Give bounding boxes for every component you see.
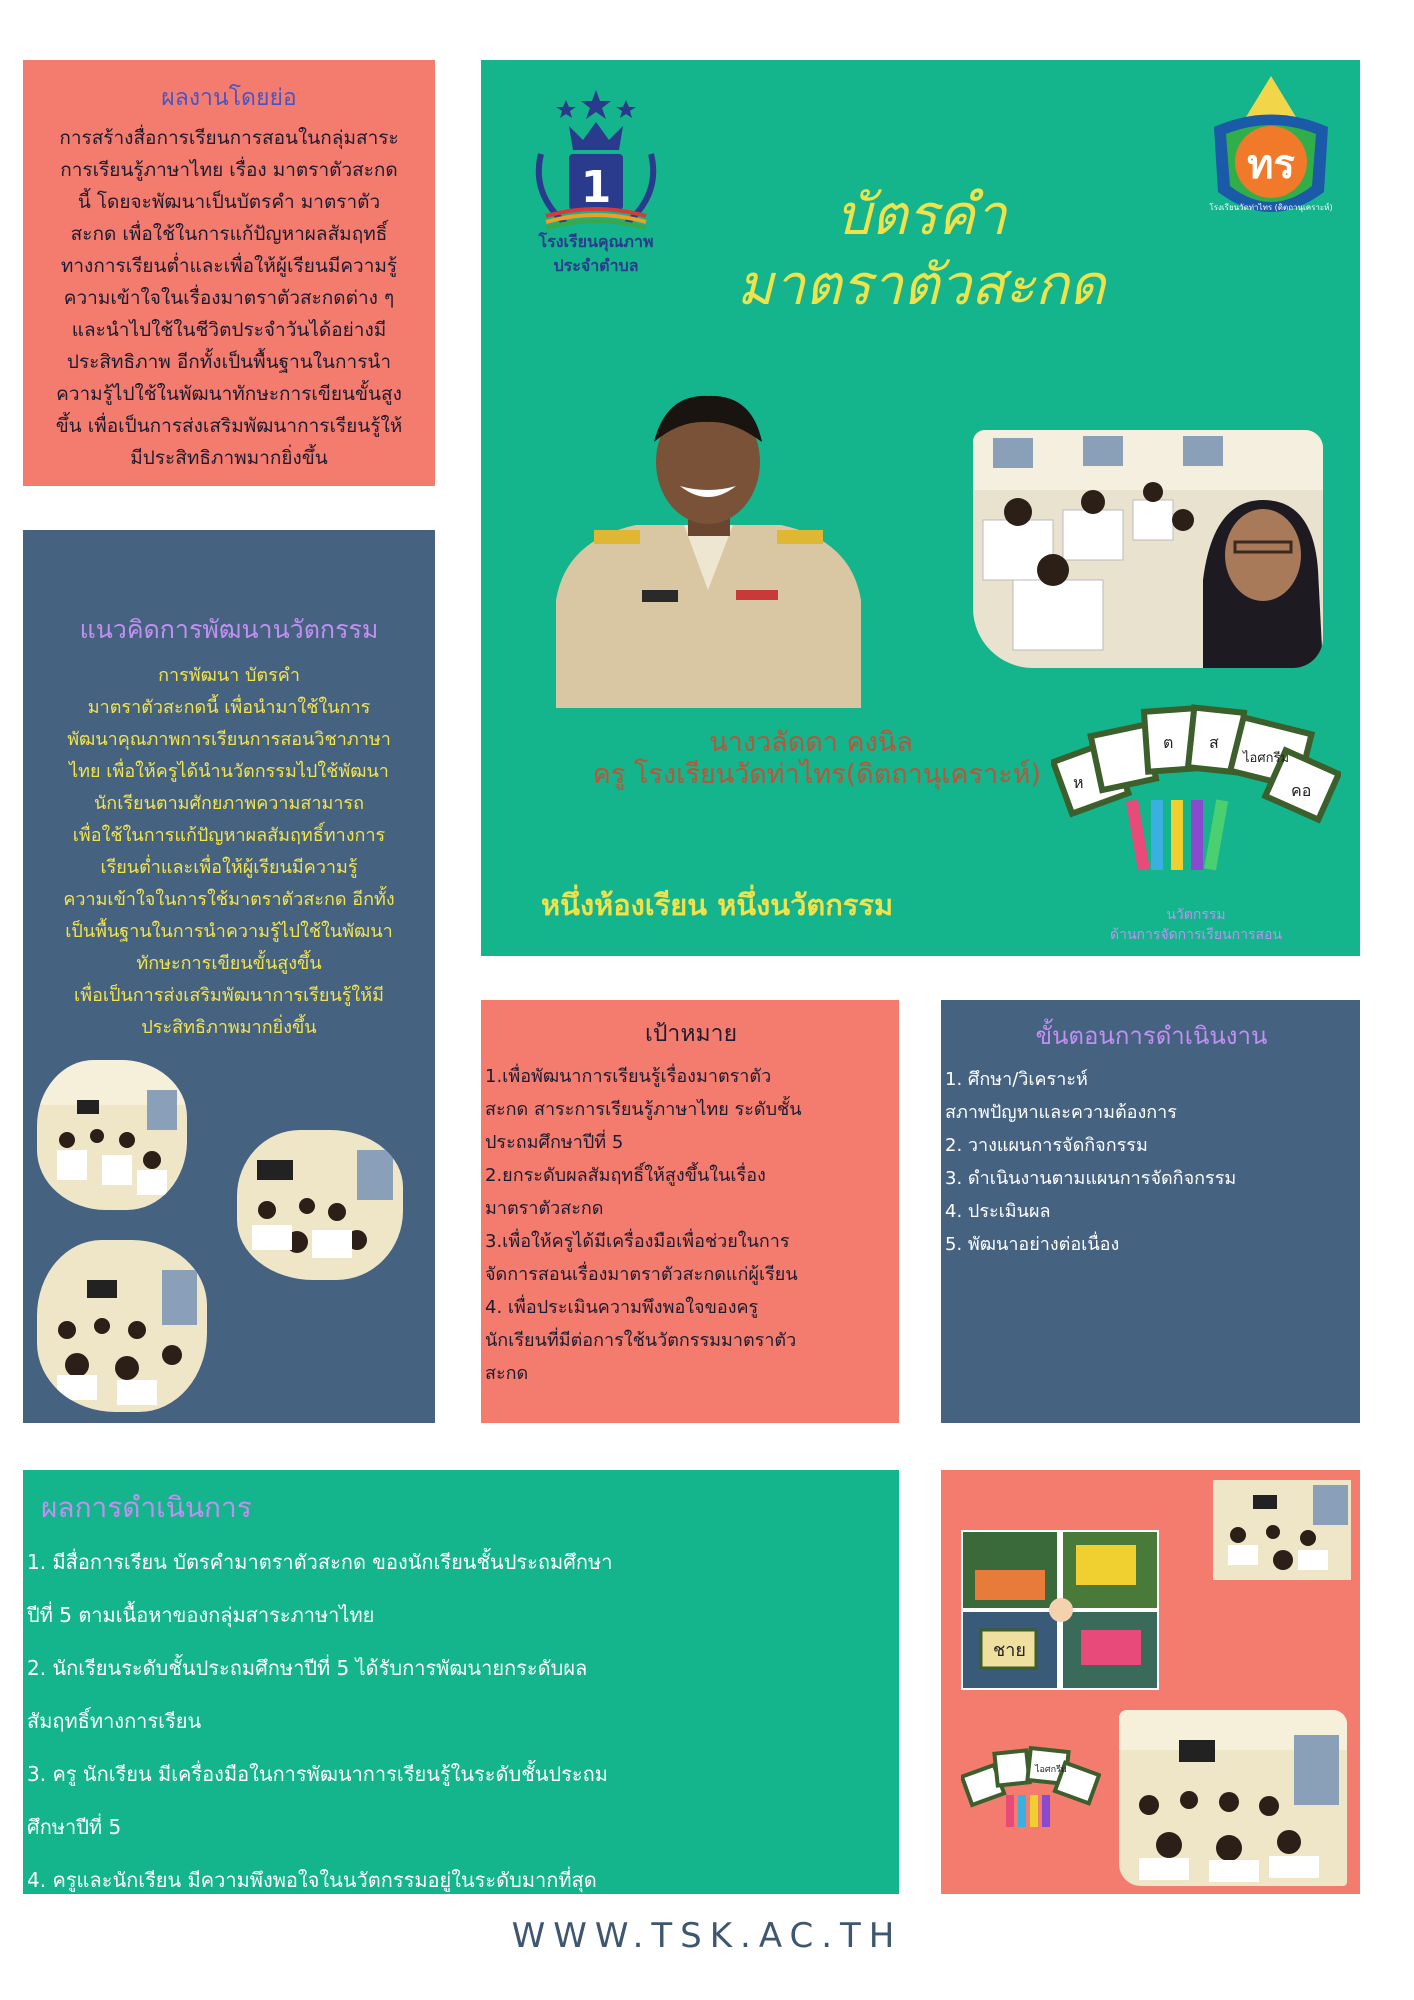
quality-logo-caption-2: ประจำตำบล: [553, 256, 639, 275]
footer-url: WWW.TSK.AC.TH: [511, 1916, 903, 1956]
quality-logo-caption-1: โรงเรียนคุณภาพ: [538, 232, 654, 251]
hero-caption-2: ด้านการจัดการเรียนการสอน: [1110, 927, 1282, 943]
summary-title: ผลงานโดยย่อ: [161, 85, 297, 111]
teacher-name: นางวลัดดา คงนิล: [709, 727, 913, 758]
svg-text:1: 1: [580, 162, 612, 213]
quality-school-logo: [511, 84, 681, 254]
steps-panel: [941, 1000, 1360, 1423]
goals-panel: [481, 1000, 899, 1423]
hero-title-line-1: บัตรคำ: [835, 183, 1007, 248]
collage-card-grid: [961, 1530, 1159, 1690]
summary-panel: [23, 60, 435, 486]
collage-panel: [941, 1470, 1360, 1894]
teacher-role: ครู โรงเรียนวัดท่าไทร(ดิตถานุเคราะห์): [592, 759, 1041, 790]
concept-body: การพัฒนา บัตรคำ มาตราตัวสะกดนี้ เพื่อนำมาใช้ในการ พัฒนาคุณภาพการเรียนการสอนวิชาภาษา ไทย เพื่อให้ครูได้นำนวัตกรรมไปใช้พัฒนา นักเรียนตามศักยภาพความสามารถ เพื่อใช้ในการแก้ปัญหาผลสัมฤทธิ์ทางการ เรียนต่ำและเพื่อให้ผู้เรียนมีความรู้ ความเข้าใจในการใช้มาตราตัวสะกด อีกทั้ง เป็นพื้นฐานในการนำความรู้ไปใช้ในพัฒนา ทักษะการเขียนขั้นสูงขึ้น เพื่อเป็นการส่งเสริมพัฒนาการเรียนรู้ให้มี ประสิทธิภาพมากยิ่งขึ้น: [63, 665, 395, 1038]
svg-text:คอ: คอ: [1291, 781, 1312, 800]
collage-classroom-top: [1213, 1480, 1351, 1580]
svg-text:ชาย: ชาย: [993, 1640, 1026, 1661]
classroom-photo-1: [37, 1060, 187, 1210]
classroom-selfie-photo: [973, 430, 1323, 668]
svg-text:ไอศกรีม: ไอศกรีม: [1243, 751, 1290, 766]
classroom-photo-2: [237, 1130, 403, 1280]
collage-card-fan: [961, 1740, 1101, 1830]
results-panel: [23, 1470, 899, 1894]
steps-body: 1. ศึกษา/วิเคราะห์ สภาพปัญหาและความต้องการ 2. วางแผนการจัดกิจกรรม 3. ดำเนินงานตามแผนการจัดกิจกรรม 4. ประเมินผล 5. พัฒนาอย่างต่อเนื่อง: [945, 1069, 1237, 1255]
hero-slogan: หนึ่งห้องเรียน หนึ่งนวัตกรรม: [541, 888, 894, 922]
results-title: ผลการดำเนินการ: [41, 1491, 252, 1524]
svg-text:โรงเรียนวัดท่าไทร (ดิตถานุเครา: โรงเรียนวัดท่าไทร (ดิตถานุเคราะห์): [1209, 203, 1333, 212]
school-logo: [1196, 72, 1346, 232]
collage-classroom-bottom: [1119, 1710, 1347, 1886]
concept-title: แนวคิดการพัฒนานวัตกรรม: [79, 615, 379, 644]
steps-title: ขั้นตอนการดำเนินงาน: [1035, 1022, 1268, 1050]
svg-text:ห: ห: [1073, 773, 1084, 792]
svg-text:ทร: ทร: [1247, 142, 1295, 188]
svg-text:ส: ส: [1209, 733, 1219, 752]
summary-body: การสร้างสื่อการเรียนการสอนในกลุ่มสาระ การเรียนรู้ภาษาไทย เรื่อง มาตราตัวสะกด นี้ โดยจะพัฒนาเป็นบัตรคำ มาตราตัว สะกด เพื่อใช้ในการแก้ปัญหาผลสัมฤทธิ์ ทางการเรียนต่ำและเพื่อให้ผู้เรียนมีความรู้ ความเข้าใจในเรื่องมาตราตัวสะกดต่าง ๆ และนำไปใช้ในชีวิตประจำวันได้อย่างมี ประสิทธิภาพ อีกทั้งเป็นพื้นฐานในการนำ ความรู้ไปใช้ในพัฒนาทักษะการเขียนขั้นสูง ขึ้น เพื่อเป็นการส่งเสริมพัฒนาการเรียนรู้ให้ มีประสิทธิภาพมากยิ่งขึ้น: [55, 127, 403, 469]
goals-body: 1.เพื่อพัฒนาการเรียนรู้เรื่องมาตราตัว สะกด สาระการเรียนรู้ภาษาไทย ระดับชั้น ประถมศึกษาปีที่ 5 2.ยกระดับผลสัมฤทธิ์ให้สูงขึ้นในเรื่อง มาตราตัวสะกด 3.เพื่อให้ครูได้มีเครื่องมือเพื่อช่วยในการ จัดการสอนเรื่องมาตราตัวสะกดแก่ผู้เรียน 4. เพื่อประเมินความพึงพอใจของครู นักเรียนที่มีต่อการใช้นวัตกรรมมาตราตัว สะกด: [485, 1066, 802, 1384]
classroom-photo-3: [37, 1240, 207, 1412]
hero-caption-1: นวัตกรรม: [1166, 907, 1226, 923]
word-cards-image: [1051, 700, 1341, 880]
svg-text:ต: ต: [1163, 733, 1174, 752]
teacher-portrait: [556, 390, 861, 708]
results-body: 1. มีสื่อการเรียน บัตรคำมาตราตัวสะกด ของนักเรียนชั้นประถมศึกษา ปีที่ 5 ตามเนื้อหาของกลุ่มสาระภาษาไทย 2. นักเรียนระดับชั้นประถมศึกษาปีที่ 5 ได้รับการพัฒนายกระดับผล สัมฤทธิ์ทางการเรียน 3. ครู นักเรียน มีเครื่องมือในการพัฒนาการเรียนรู้ในระดับชั้นประถม ศึกษาปีที่ 5 4. ครูและนักเรียน มีความพึงพอใจในนวัตกรรมอยู่ในระดับมากที่สุด: [27, 1550, 613, 1892]
hero-panel: [481, 60, 1360, 956]
concept-panel: [23, 530, 435, 1423]
goals-title: เป้าหมาย: [644, 1021, 738, 1047]
svg-text:ไอศกรีม: ไอศกรีม: [1035, 1765, 1067, 1775]
hero-title-line-2: มาตราตัวสะกด: [736, 253, 1106, 318]
